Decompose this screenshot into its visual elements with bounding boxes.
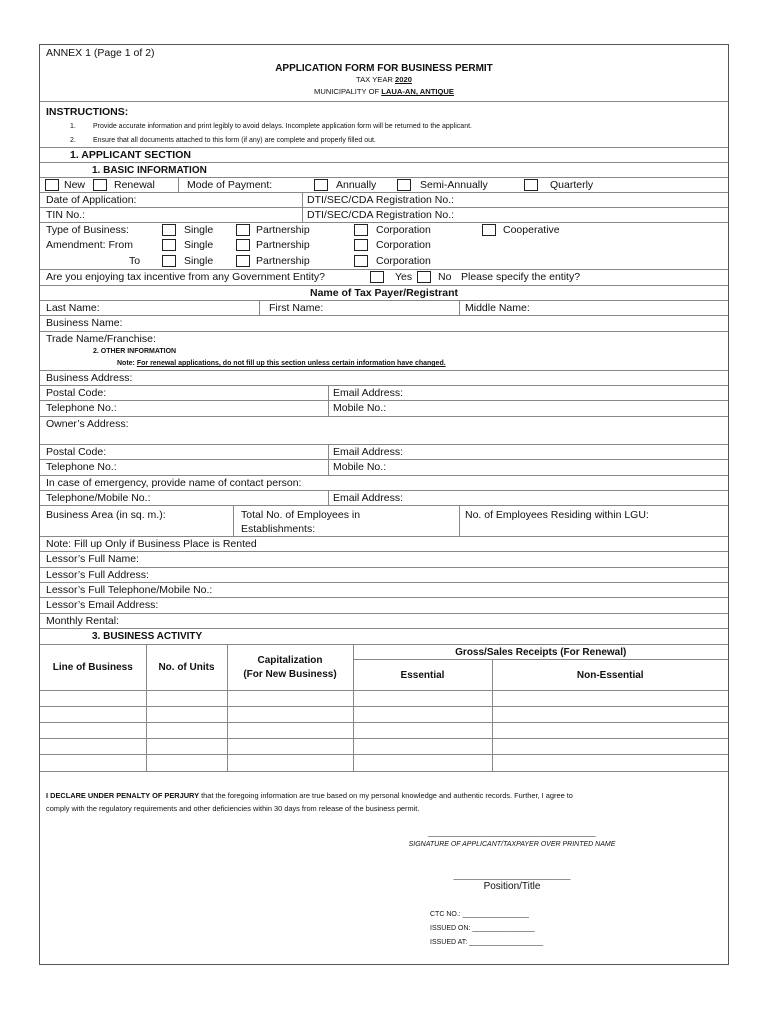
lessor-address-field[interactable]: Lessor’s Full Address: [46,569,149,581]
from-single-checkbox[interactable] [162,239,176,251]
declaration-line-2: comply with the regulatory requirements and other deficiencies within 30 days from release of the business permit. [46,804,420,813]
col-essential: Essential [353,660,492,691]
table-cell[interactable] [146,755,227,772]
email-address-field[interactable]: Email Address: [333,387,404,399]
renewal-label: Renewal [114,179,155,191]
signature-label: SIGNATURE OF APPLICANT/TAXPAYER OVER PRINTED NAME [408,841,616,848]
lessor-email-field[interactable]: Lessor’s Email Address: [46,599,159,611]
postal-code-field[interactable]: Postal Code: [46,387,107,399]
instruction-text-2: Ensure that all documents attached to this form (if any) are complete and properly filled out. [93,137,376,144]
from-partnership-checkbox[interactable] [236,239,250,251]
mode-of-payment-label: Mode of Payment: [187,179,273,191]
lessor-phone-row [40,583,728,598]
instruction-text-1: Provide accurate information and print legibly to avoid delays. Incomplete application form will be returned to the applicant. [93,123,472,130]
basic-info-title: 1. BASIC INFORMATION [92,165,207,176]
annually-checkbox[interactable] [314,179,328,191]
table-row [40,755,728,772]
other-info-title: 2. OTHER INFORMATION [93,348,177,355]
postal-code-field-2[interactable]: Postal Code: [46,446,107,458]
table-cell[interactable] [492,723,728,739]
declaration-bold: I DECLARE UNDER PENALTY OF PERJURY [46,791,200,800]
tax-incentive-question: Are you enjoying tax incentive from any Government Entity? [46,271,325,283]
date-of-application-field[interactable]: Date of Application: [46,194,137,206]
table-row [40,691,728,707]
amendment-from-label: Amendment: From [46,239,133,251]
quarterly-label: Quarterly [550,179,594,191]
business-name-field[interactable]: Business Name: [46,317,123,329]
date-row [40,193,728,208]
table-cell[interactable] [40,755,146,772]
municipality-label: MUNICIPALITY OF [314,87,380,96]
emergency-phone-field[interactable]: Telephone/Mobile No.: [46,492,151,504]
type-cooperative-label: Cooperative [503,224,560,236]
renewal-note-prefix: Note: [117,360,135,367]
postal-row-2 [40,445,728,460]
to-single-label: Single [184,255,214,267]
quarterly-checkbox[interactable] [524,179,538,191]
type-of-business-label: Type of Business: [46,224,129,236]
tax-year [40,74,728,85]
instruction-num-1: 1. [70,123,76,130]
to-partnership-label: Partnership [256,255,310,267]
annex-label: ANNEX 1 (Page 1 of 2) [46,47,155,59]
new-checkbox[interactable] [45,179,59,191]
type-corporation-checkbox[interactable] [354,224,368,236]
type-single-checkbox[interactable] [162,224,176,236]
telephone-row [40,401,728,417]
business-permit-form [39,44,729,965]
semi-annually-label: Semi-Annually [420,179,488,191]
table-cell[interactable] [227,723,353,739]
tin-field[interactable]: TIN No.: [46,209,86,221]
col-capitalization-2: (For New Business) [243,668,337,680]
municipality-value: LAUA-AN, ANTIQUE [381,87,454,96]
applicant-section-title: 1. APPLICANT SECTION [70,149,191,161]
annually-label: Annually [336,179,377,191]
first-name-field[interactable]: First Name: [269,302,324,314]
emergency-contact-field[interactable]: In case of emergency, provide name of contact person: [46,477,302,489]
taxpayer-name-heading [40,286,728,301]
table-cell[interactable] [40,723,146,739]
taxpayer-name-title: Name of Tax Payer/Registrant [309,287,459,299]
business-area-field[interactable]: Business Area (in sq. m.): [46,509,166,521]
tin-row [40,208,728,223]
type-single-label: Single [184,224,214,236]
dti-registration-field[interactable]: DTI/SEC/CDA Registration No.: [307,194,455,206]
telephone-row-2 [40,460,728,476]
incentive-yes-checkbox[interactable] [370,271,384,283]
name-row [40,301,728,316]
position-label: Position/Title [483,881,541,892]
renewal-note-text: For renewal applications, do not fill up this section unless certain information have changed. [136,360,446,367]
total-employees-label-1[interactable]: Total No. of Employees in [241,509,361,521]
trade-name-field[interactable]: Trade Name/Franchise: [46,333,156,345]
table-cell[interactable] [492,755,728,772]
trade-name-row [40,332,728,346]
other-info-heading [40,346,728,371]
table-cell[interactable] [353,755,492,772]
table-cell[interactable] [146,739,227,755]
type-cooperative-checkbox[interactable] [482,224,496,236]
col-no-of-units: No. of Units [146,645,227,691]
table-cell[interactable] [353,691,492,707]
monthly-rental-row [40,614,728,629]
incentive-no-label: No [438,271,452,283]
table-cell[interactable] [492,691,728,707]
owners-address-row [40,417,728,445]
business-activity-title: 3. BUSINESS ACTIVITY [92,631,203,642]
ctc-no-field[interactable]: CTC NO.: _________________ [430,911,529,918]
instructions-title: INSTRUCTIONS: [46,106,129,118]
table-cell[interactable] [146,723,227,739]
tax-year-label: TAX YEAR [356,75,393,84]
issued-at-field[interactable]: ISSUED AT: ___________________ [430,939,544,946]
owners-address-field[interactable]: Owner’s Address: [46,418,129,430]
postal-row [40,386,728,401]
type-partnership-checkbox[interactable] [236,224,250,236]
table-cell[interactable] [492,739,728,755]
mobile-field[interactable]: Mobile No.: [333,402,387,414]
table-cell[interactable] [40,691,146,707]
telephone-field[interactable]: Telephone No.: [46,402,117,414]
table-cell[interactable] [146,691,227,707]
tax-year-value: 2020 [395,75,412,84]
col-gross-sales: Gross/Sales Receipts (For Renewal) [353,645,728,660]
table-cell[interactable] [146,707,227,723]
to-corporation-checkbox[interactable] [354,255,368,267]
table-row [40,739,728,755]
middle-name-field[interactable]: Middle Name: [465,302,530,314]
from-partnership-label: Partnership [256,239,310,251]
table-cell[interactable] [40,739,146,755]
form-header [40,45,728,102]
signature-line[interactable]: ___________________________________________ [428,830,596,837]
table-cell[interactable] [227,755,353,772]
declaration-line-1: that the foregoing information are true based on my personal knowledge and authentic records. Further, I agree to [201,791,573,800]
to-single-checkbox[interactable] [162,255,176,267]
table-cell[interactable] [353,707,492,723]
business-name-row [40,316,728,332]
to-corporation-label: Corporation [376,255,431,267]
lessor-phone-field[interactable]: Lessor’s Full Telephone/Mobile No.: [46,584,213,596]
instruction-num-2: 2. [70,137,76,144]
lessor-name-row [40,552,728,568]
lessor-address-row [40,568,728,583]
renewal-checkbox[interactable] [93,179,107,191]
table-cell[interactable] [353,723,492,739]
from-corporation-label: Corporation [376,239,431,251]
rented-note-row [40,537,728,552]
rented-note: Note: Fill up Only if Business Place is Rented [46,538,257,550]
type-partnership-label: Partnership [256,224,310,236]
last-name-field[interactable]: Last Name: [46,302,100,314]
incentive-yes-label: Yes [395,271,413,283]
table-cell[interactable] [353,739,492,755]
dti-registration-field-2[interactable]: DTI/SEC/CDA Registration No.: [307,209,455,221]
lessor-name-field[interactable]: Lessor’s Full Name: [46,553,139,565]
table-cell[interactable] [227,707,353,723]
renewal-note [117,358,446,369]
emergency-email-field[interactable]: Email Address: [333,492,404,504]
employees-lgu-field[interactable]: No. of Employees Residing within LGU: [465,509,649,521]
table-cell[interactable] [227,739,353,755]
emergency-phone-row [40,491,728,506]
col-non-essential: Non-Essential [492,660,728,691]
form-title: APPLICATION FORM FOR BUSINESS PERMIT [275,63,493,74]
incentive-no-checkbox[interactable] [417,271,431,283]
from-corporation-checkbox[interactable] [354,239,368,251]
type-of-business-block [40,223,728,270]
emergency-row [40,476,728,491]
monthly-rental-field[interactable]: Monthly Rental: [46,615,119,627]
new-label: New [64,179,86,191]
from-single-label: Single [184,239,214,251]
table-cell[interactable] [492,707,728,723]
email-address-field-2[interactable]: Email Address: [333,446,404,458]
col-line-of-business: Line of Business [40,645,146,691]
application-type-row [40,178,728,193]
specify-entity-label: Please specify the entity? [461,271,581,283]
col-capitalization [227,645,353,691]
lessor-email-row [40,598,728,614]
position-line[interactable]: ______________________________ [453,873,571,880]
municipality [40,86,728,97]
table-cell[interactable] [40,707,146,723]
declaration-text [46,789,573,815]
business-address-field[interactable]: Business Address: [46,372,133,384]
amendment-to-label: To [129,255,141,267]
instructions-block [40,102,728,148]
telephone-field-2[interactable]: Telephone No.: [46,461,117,473]
semi-annually-checkbox[interactable] [397,179,411,191]
tax-incentive-row [40,270,728,286]
table-cell[interactable] [227,691,353,707]
business-activity-heading [40,629,728,644]
business-activity-table [40,644,728,772]
applicant-section-heading [40,148,728,163]
col-capitalization-1: Capitalization [257,654,323,666]
total-employees-label-2[interactable]: Establishments: [241,523,316,535]
table-row [40,723,728,739]
business-area-row [40,506,728,537]
basic-info-heading [40,163,728,178]
mobile-field-2[interactable]: Mobile No.: [333,461,387,473]
table-row [40,707,728,723]
issued-on-field[interactable]: ISSUED ON: ________________ [430,925,535,932]
to-partnership-checkbox[interactable] [236,255,250,267]
type-corporation-label: Corporation [376,224,431,236]
business-address-row [40,371,728,386]
